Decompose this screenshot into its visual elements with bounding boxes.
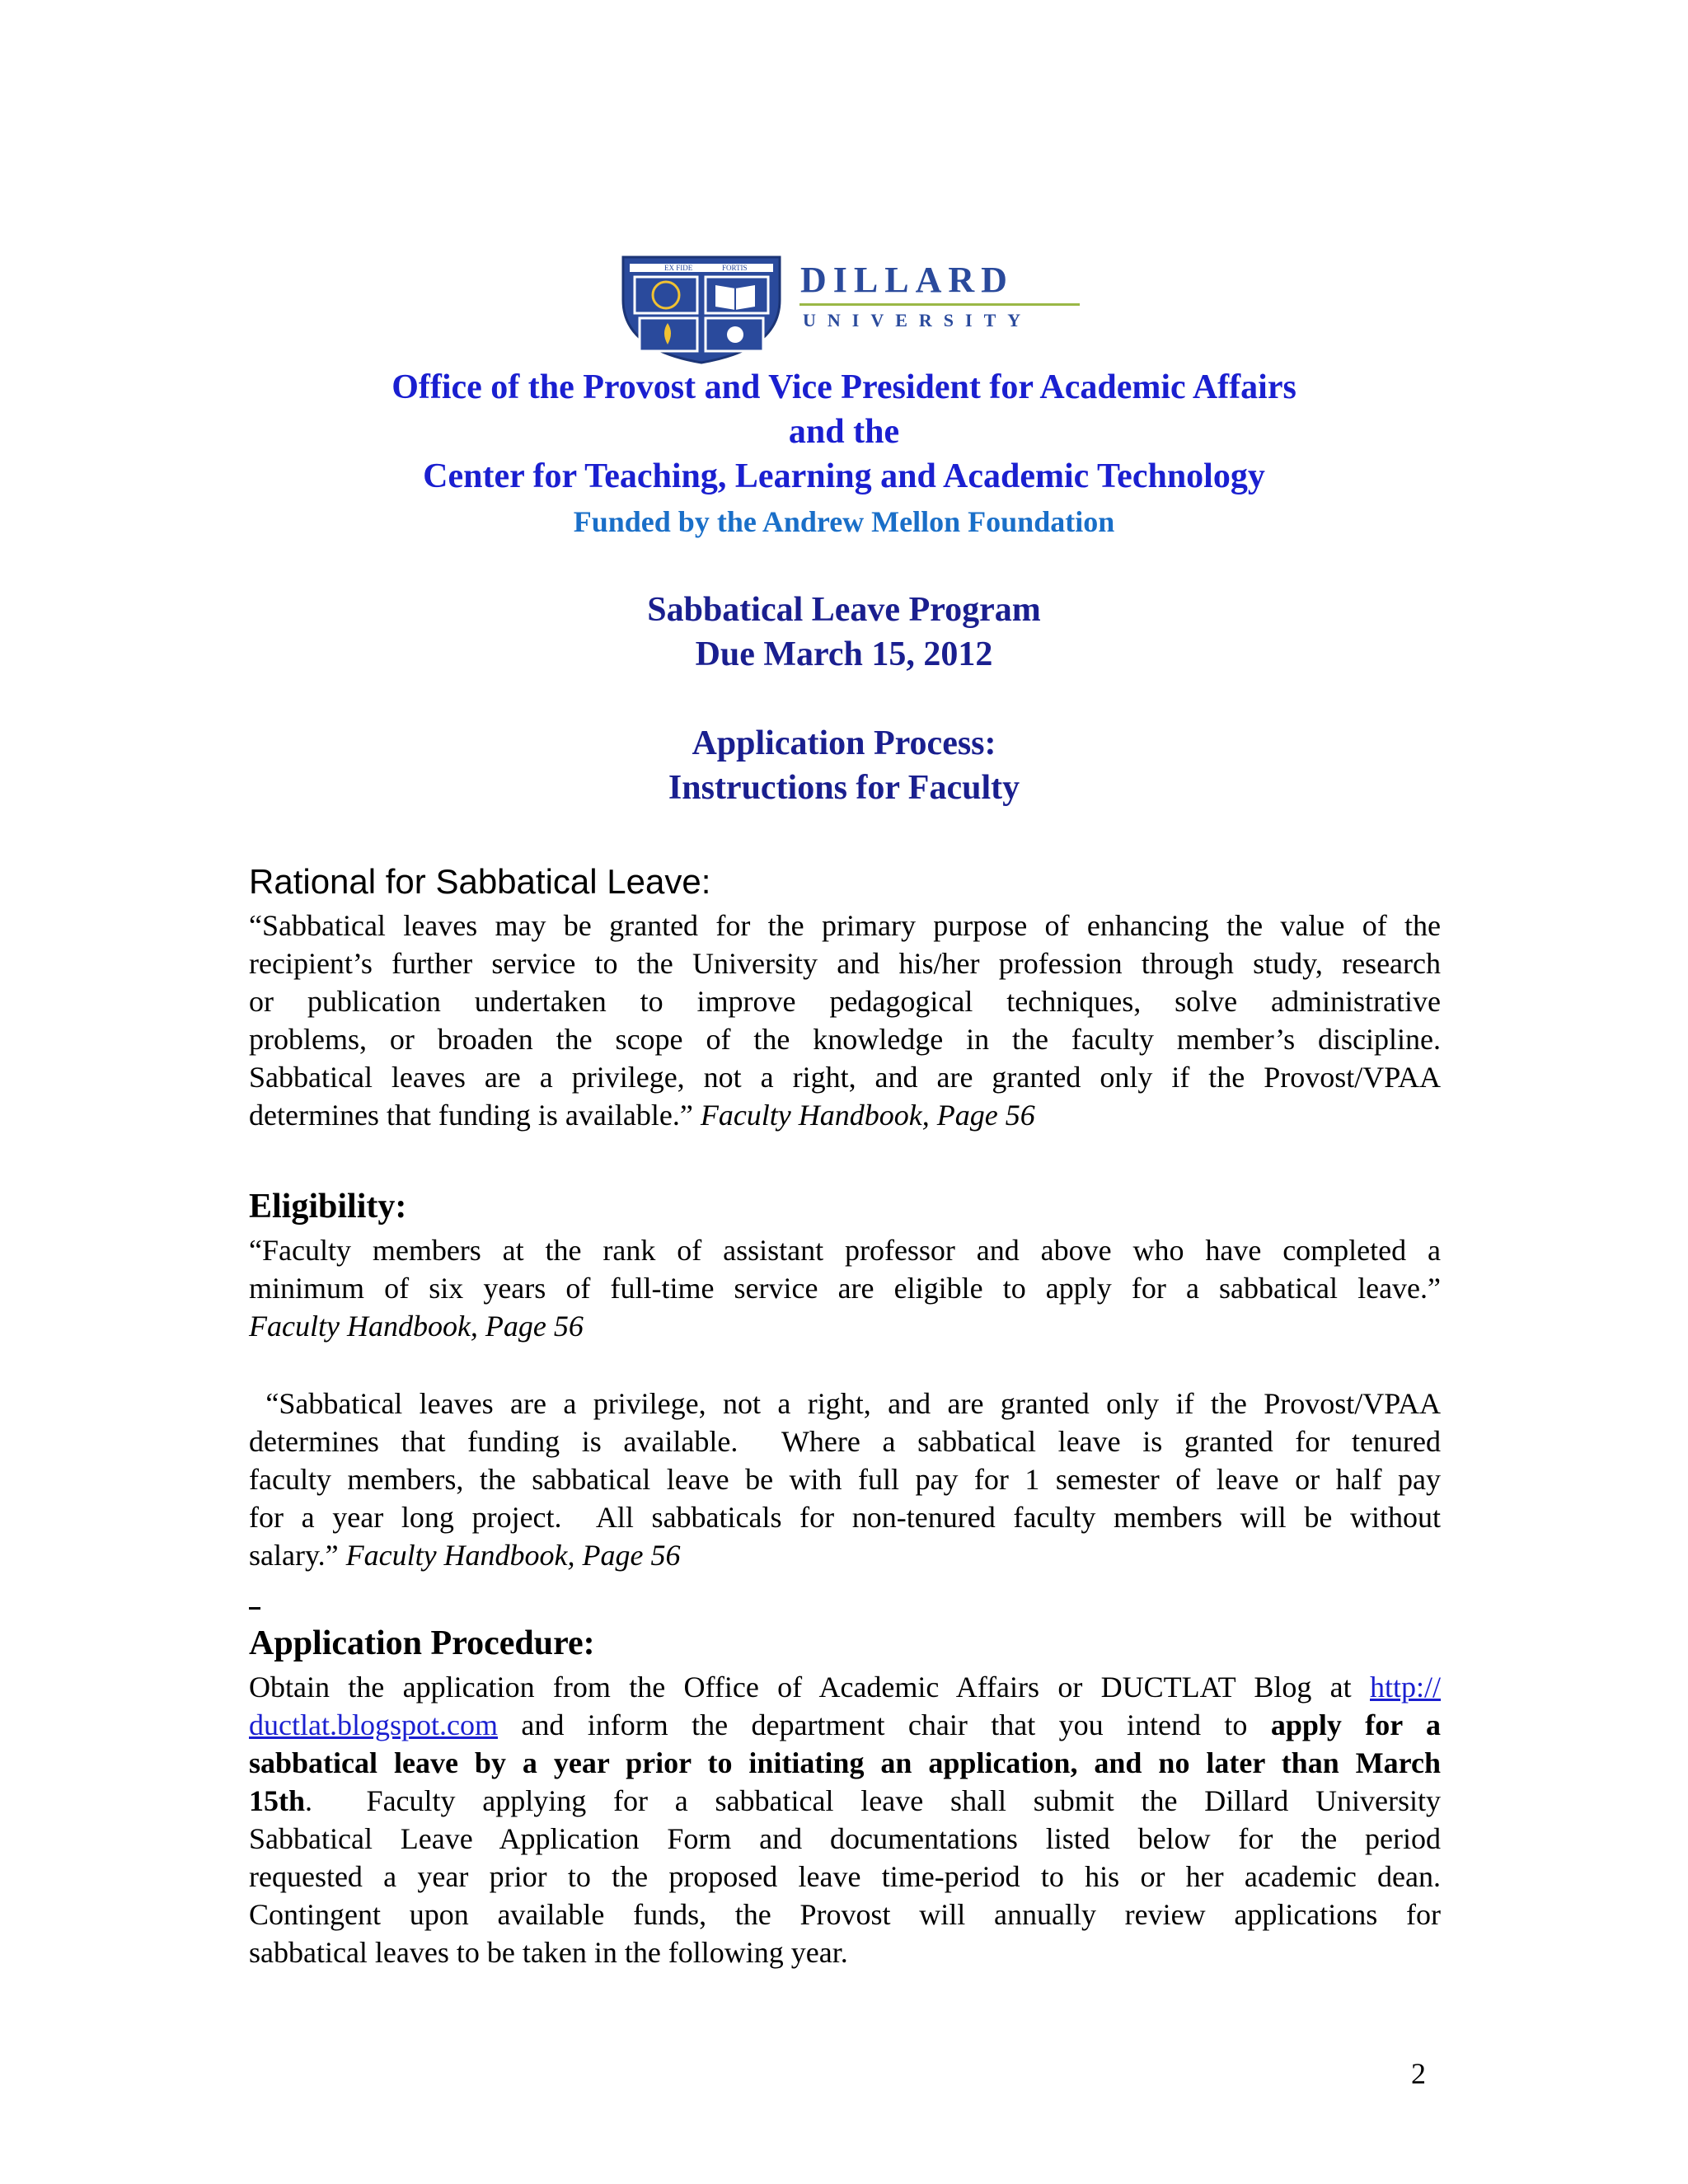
procedure-line-4 [249, 1782, 1441, 1820]
logo-subtitle: UNIVERSITY [803, 310, 1033, 330]
rational-line: Sabbatical leaves are a privilege, not a right, and are granted only if the Provost/VPAA [249, 1061, 1441, 1094]
eligibility-line: minimum of six years of full-time service are eligible to apply for a sabbatical leave.” [249, 1272, 1441, 1305]
process-title: Application Process: [692, 724, 996, 762]
eligibility-line: determines that funding is available. Where a sabbatical leave is granted for tenured [249, 1425, 1441, 1458]
procedure-line: Sabbatical Leave Application Form and documentations listed below for the period [249, 1822, 1441, 1855]
eligibility-line-text: salary.” [249, 1539, 339, 1572]
university-seal-icon [615, 251, 788, 364]
procedure-line-1 [249, 1668, 1441, 1706]
header-office-line: Office of the Provost and Vice President for Academic Affairs [392, 368, 1296, 406]
divider-mark [249, 1607, 260, 1610]
rational-line: “Sabbatical leaves may be granted for the primary purpose of enhancing the value of the [249, 909, 1441, 942]
eligibility-citation-2: Faculty Handbook, Page 56 [345, 1539, 681, 1572]
rational-line: or publication undertaken to improve pedagogical techniques, solve administrative [249, 985, 1441, 1018]
procedure-bold-text: apply for a [1270, 1708, 1441, 1741]
process-subtitle: Instructions for Faculty [668, 769, 1020, 807]
procedure-line: requested a year prior to the proposed leave time-period to his or her academic dean. [249, 1860, 1441, 1893]
procedure-line-text: Obtain the application from the Office of Academic Affairs or DUCTLAT Blog at [249, 1671, 1352, 1704]
procedure-line-text: and inform the department chair that you intend to [497, 1708, 1248, 1741]
header-and-the: and the [788, 413, 900, 451]
eligibility-line: faculty members, the sabbatical leave be with full pay for 1 semester of leave or half pay [249, 1463, 1441, 1496]
rational-heading-colon: : [701, 862, 711, 901]
rational-heading [249, 862, 710, 902]
rational-line-text: determines that funding is available.” [249, 1099, 693, 1132]
dillard-university-logo [615, 251, 1093, 364]
eligibility-line-last [249, 1536, 1441, 1574]
eligibility-line: for a year long project. All sabbaticals for non-tenured faculty members will be without [249, 1501, 1441, 1534]
logo-wordmark: DILLARD [800, 260, 1014, 300]
procedure-line: Contingent upon available funds, the Provost will annually review applications for [249, 1898, 1441, 1931]
page-number: 2 [1411, 2057, 1426, 2090]
procedure-line-2 [249, 1706, 1441, 1744]
rational-line: problems, or broaden the scope of the knowledge in the faculty member’s discipline. [249, 1023, 1441, 1056]
rational-line-last [249, 1096, 1441, 1134]
rational-line: recipient’s further service to the University and his/her profession through study, research [249, 947, 1441, 980]
procedure-line-text: . Faculty applying for a sabbatical leave shall submit the Dillard University [305, 1784, 1441, 1817]
logo-rule [799, 303, 1080, 306]
eligibility-line: “Sabbatical leaves are a privilege, not a right, and are granted only if the Provost/VPAA [249, 1387, 1441, 1420]
procedure-heading: Application Procedure: [249, 1624, 595, 1662]
svg-text:EX FIDE: EX FIDE [664, 264, 693, 272]
eligibility-paragraph-1 [249, 1231, 1441, 1345]
rational-heading-text: Rational for Sabbatical Leave [249, 862, 701, 901]
eligibility-paragraph-2 [249, 1385, 1441, 1574]
header-funding-line: Funded by the Andrew Mellon Foundation [573, 505, 1115, 538]
ductlat-link-part1[interactable]: http:// [1370, 1671, 1442, 1704]
ductlat-link-part2[interactable]: ductlat.blogspot.com [249, 1708, 498, 1741]
header-center-line: Center for Teaching, Learning and Academic Technology [423, 457, 1265, 495]
rational-citation: Faculty Handbook, Page 56 [700, 1099, 1035, 1132]
program-title: Sabbatical Leave Program [647, 591, 1041, 629]
svg-text:FORTIS: FORTIS [722, 264, 748, 272]
eligibility-citation-1: Faculty Handbook, Page 56 [249, 1310, 584, 1343]
procedure-bold-date: 15th [249, 1784, 306, 1817]
eligibility-heading: Eligibility: [249, 1188, 407, 1226]
procedure-line: sabbatical leaves to be taken in the following year. [249, 1936, 848, 1969]
rational-paragraph [249, 907, 1441, 1134]
procedure-bold-line: sabbatical leave by a year prior to initiating an application, and no later than March [249, 1746, 1441, 1779]
program-due-date: Due March 15, 2012 [695, 635, 993, 673]
eligibility-line: “Faculty members at the rank of assistant professor and above who have completed a [249, 1234, 1441, 1267]
procedure-paragraph [249, 1668, 1441, 1971]
